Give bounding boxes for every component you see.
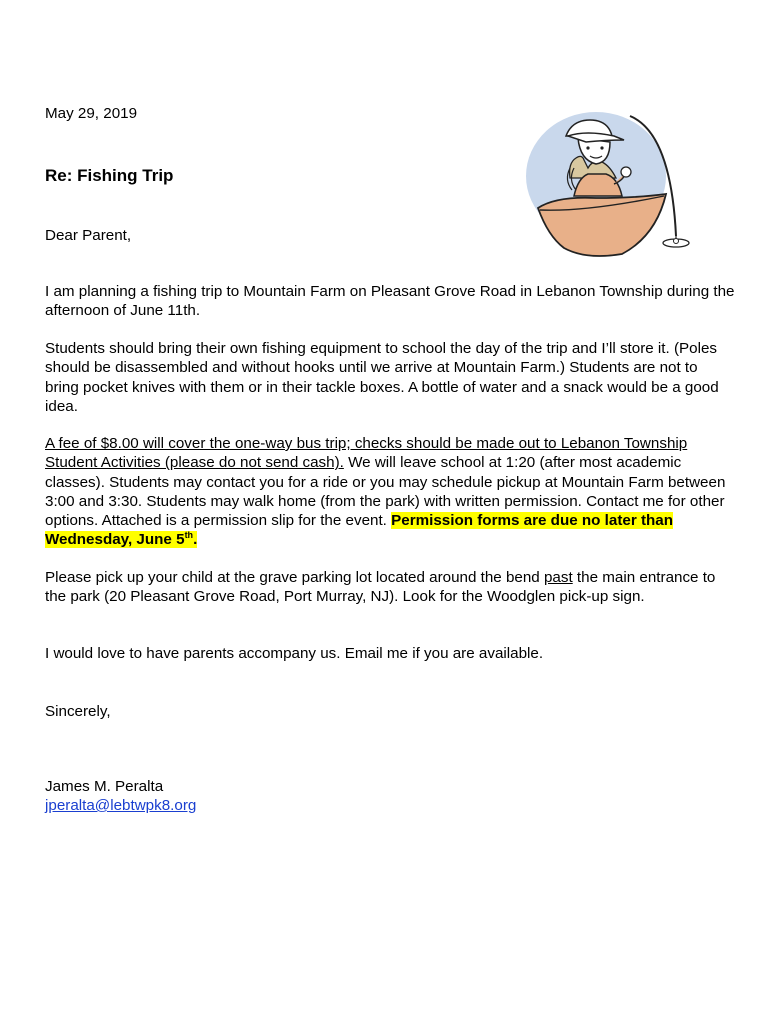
signature-email-link[interactable]: jperalta@lebtwpk8.org — [45, 797, 197, 814]
permission-deadline-text: Permission forms are due no later than Wednesday, June 5 — [45, 512, 674, 549]
deadline-period: . — [193, 531, 198, 549]
hand — [621, 167, 631, 177]
fee-notice: A fee of $8.00 will cover the one-way bus trip; checks should be made out to Lebanon Township Student Activities (please do not send cash). — [45, 435, 688, 472]
letter-salutation: Dear Parent, — [45, 227, 132, 244]
boat — [538, 194, 666, 256]
paragraph-trip-intro: I am planning a fishing trip to Mountain Farm on Pleasant Grove Road in Lebanon Township during the afternoon of June 11th. — [45, 283, 735, 320]
paragraph-chaperones: I would love to have parents accompany us. Email me if you are available. — [45, 645, 544, 662]
paragraph-fee-and-schedule — [45, 434, 735, 550]
deadline-ordinal: th — [184, 530, 194, 541]
paragraph-pickup — [45, 568, 735, 607]
pickup-text-b: the main entrance to the park (20 Pleasant Grove Road, Port Murray, NJ). Look for the Woodglen pick-up sign. — [45, 569, 716, 606]
signature-name: James M. Peralta — [45, 778, 164, 795]
pickup-text-a: Please pick up your child at the grave parking lot located around the bend — [45, 569, 544, 586]
letter-closing: Sincerely, — [45, 703, 111, 720]
letter-date: May 29, 2019 — [45, 105, 138, 122]
girl-fishing-in-boat-illustration — [526, 108, 698, 263]
schedule-text: We will leave school at 1:20 (after most academic classes). Students may contact you for a ride or you may schedule pickup at Mountain Farm between 3:00 and 3:30. Students may walk home (from the park) with written permission. Contact me for other options. Attached is a permission slip for the event. — [45, 454, 726, 530]
letter-subject: Re: Fishing Trip — [45, 166, 174, 185]
paragraph-equipment: Students should bring their own fishing equipment to school the day of the trip and I’ll store it. (Poles should be disassembled and without hooks until we arrive at Mountain Farm.) Students are not to bring pocket knives with them or in their tackle boxes. A bottle of water and a snack would be a good idea. — [45, 340, 719, 415]
pickup-past-word: past — [543, 569, 573, 586]
